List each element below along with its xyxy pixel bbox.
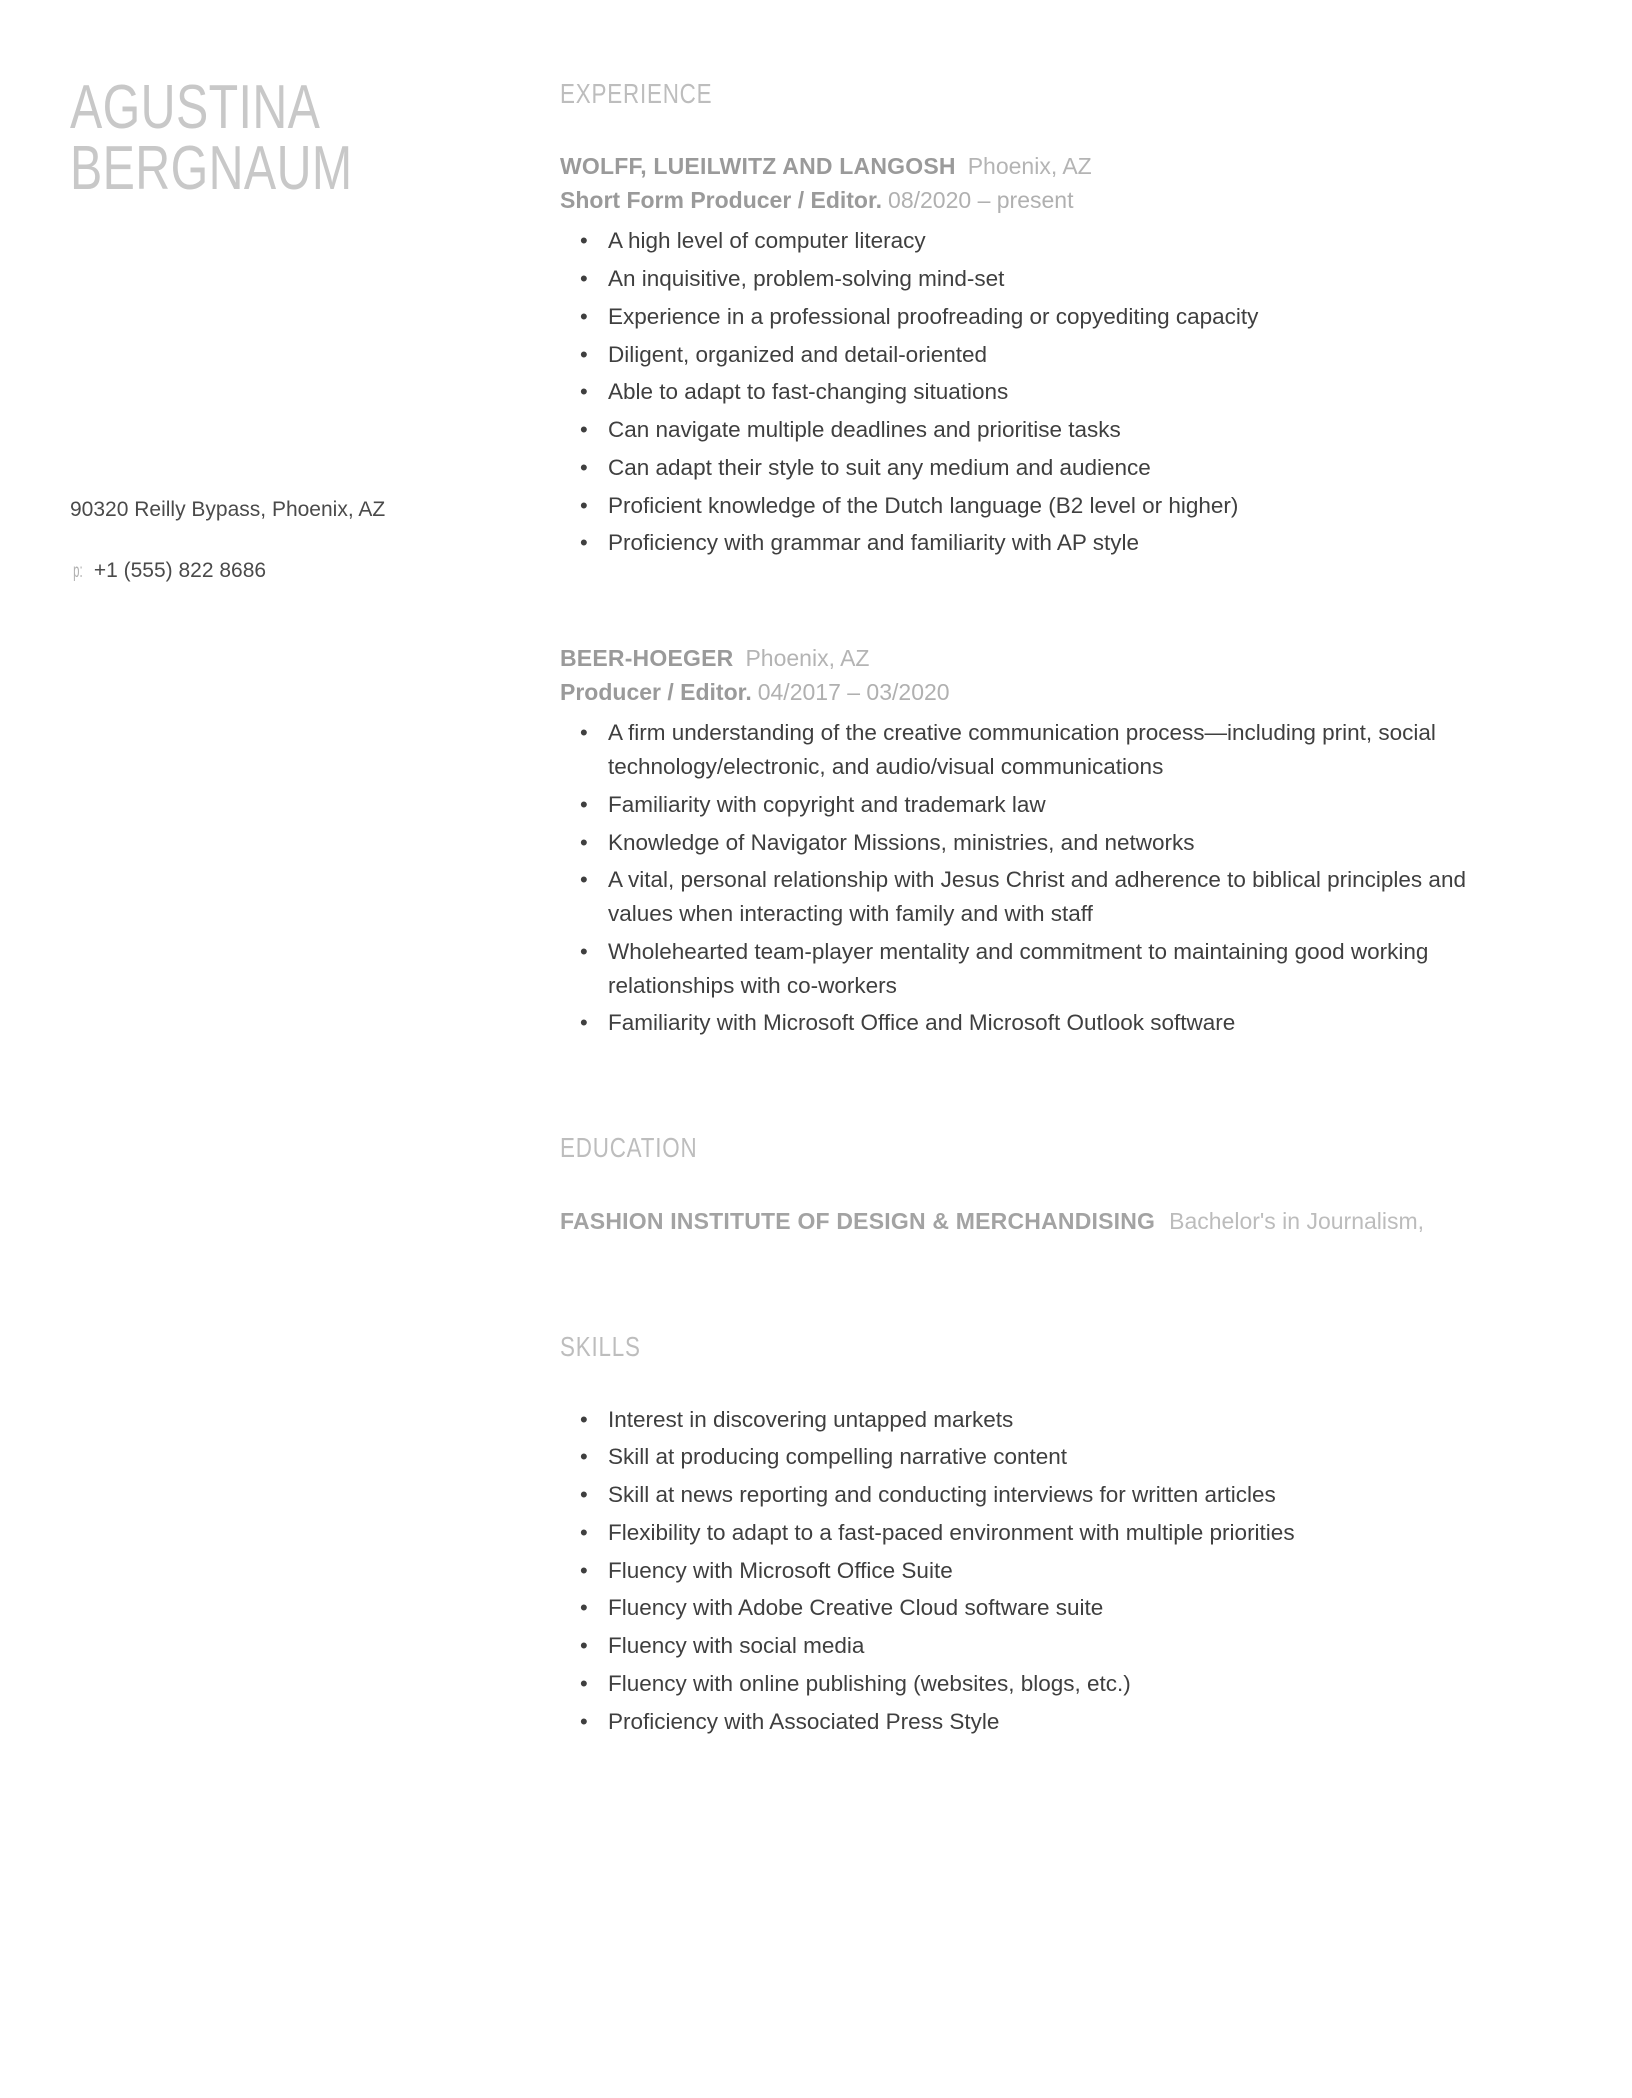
experience-entry — [560, 642, 1522, 1040]
experience-bullets — [560, 716, 1522, 1040]
experience-location: Phoenix, AZ — [967, 153, 1092, 179]
experience-role-line — [560, 679, 1522, 706]
section-spacer — [560, 1295, 1522, 1331]
right-column — [560, 0, 1632, 1794]
contact-phone-number: +1 (555) 822 8686 — [93, 559, 267, 583]
list-item: • Flexibility to adapt to a fast-paced environment with multiple priorities — [604, 1516, 1522, 1550]
experience-location: Phoenix, AZ — [745, 645, 870, 672]
education-school: FASHION INSTITUTE OF DESIGN & MERCHANDISING — [560, 1208, 1156, 1235]
section-spacer — [560, 1096, 1522, 1132]
section-education — [560, 1132, 1522, 1239]
experience-entry-header — [560, 642, 1522, 675]
list-item: • Able to adapt to fast-changing situations — [604, 375, 1522, 409]
list-item: • An inquisitive, problem-solving mind-set — [604, 262, 1522, 296]
section-skills — [560, 1331, 1522, 1739]
list-item: • Diligent, organized and detail-oriented — [604, 338, 1522, 372]
list-item: • Wholehearted team-player mentality and commitment to maintaining good working relationships with co-workers — [604, 935, 1522, 1003]
section-title-skills: SKILLS — [560, 1330, 641, 1362]
list-item: • Fluency with social media — [604, 1629, 1522, 1663]
experience-role-line — [560, 187, 1522, 214]
list-item: • A firm understanding of the creative communication process—including print, social technology/electronic, and audio/visual communications — [604, 716, 1522, 784]
list-item: • Familiarity with copyright and trademark law — [604, 788, 1522, 822]
experience-bullets — [560, 224, 1522, 560]
experience-role: Short Form Producer / Editor. — [560, 187, 883, 214]
entry-spacer — [560, 606, 1522, 642]
list-item: • Proficiency with grammar and familiarity with AP style — [604, 526, 1522, 560]
left-column — [0, 0, 560, 613]
skills-list — [560, 1403, 1522, 1739]
list-item: • Can adapt their style to suit any medium and audience — [604, 451, 1522, 485]
list-item: • Proficient knowledge of the Dutch language (B2 level or higher) — [604, 489, 1522, 523]
section-title-experience: EXPERIENCE — [560, 78, 713, 109]
name-line-last: BERGNAUM — [70, 133, 353, 203]
section-title-education: EDUCATION — [560, 1132, 698, 1164]
list-item: • Knowledge of Navigator Missions, ministries, and networks — [604, 826, 1522, 860]
phone-icon: p: — [73, 561, 83, 583]
candidate-name — [70, 73, 560, 203]
education-entry — [560, 1204, 1480, 1239]
list-item: • Skill at news reporting and conducting interviews for written articles — [604, 1478, 1522, 1512]
list-item: • Fluency with online publishing (websites, blogs, etc.) — [604, 1667, 1522, 1701]
list-item: • Fluency with Adobe Creative Cloud software suite — [604, 1591, 1522, 1625]
experience-role: Producer / Editor. — [560, 679, 752, 706]
list-item: • Familiarity with Microsoft Office and Microsoft Outlook software — [604, 1006, 1522, 1040]
list-item: • Skill at producing compelling narrative content — [604, 1440, 1522, 1474]
name-line-first: AGUSTINA — [70, 73, 321, 142]
experience-entry — [560, 150, 1522, 560]
experience-organization: WOLFF, LUEILWITZ AND LANGOSH — [560, 153, 956, 179]
education-degree: Bachelor's in Journalism, — [1169, 1208, 1425, 1235]
experience-dates: 08/2020 – present — [888, 187, 1074, 214]
experience-organization: BEER-HOEGER — [560, 645, 734, 672]
list-item: • Fluency with Microsoft Office Suite — [604, 1554, 1522, 1588]
experience-dates: 04/2017 – 03/2020 — [757, 679, 950, 706]
contact-address: 90320 Reilly Bypass, Phoenix, AZ — [70, 497, 386, 521]
contact-phone — [70, 551, 560, 591]
list-item: • A vital, personal relationship with Jesus Christ and adherence to biblical principles and values when interacting with family and with staff — [604, 863, 1522, 931]
list-item: • Proficiency with Associated Press Style — [604, 1705, 1522, 1739]
experience-entry-header — [560, 150, 1522, 183]
section-experience — [560, 78, 1522, 1040]
list-item: • Can navigate multiple deadlines and prioritise tasks — [604, 413, 1522, 447]
list-item: • Interest in discovering untapped markets — [604, 1403, 1522, 1437]
contact-block — [70, 490, 560, 592]
list-item: • Experience in a professional proofreading or copyediting capacity — [604, 300, 1522, 334]
list-item: • A high level of computer literacy — [604, 224, 1522, 258]
